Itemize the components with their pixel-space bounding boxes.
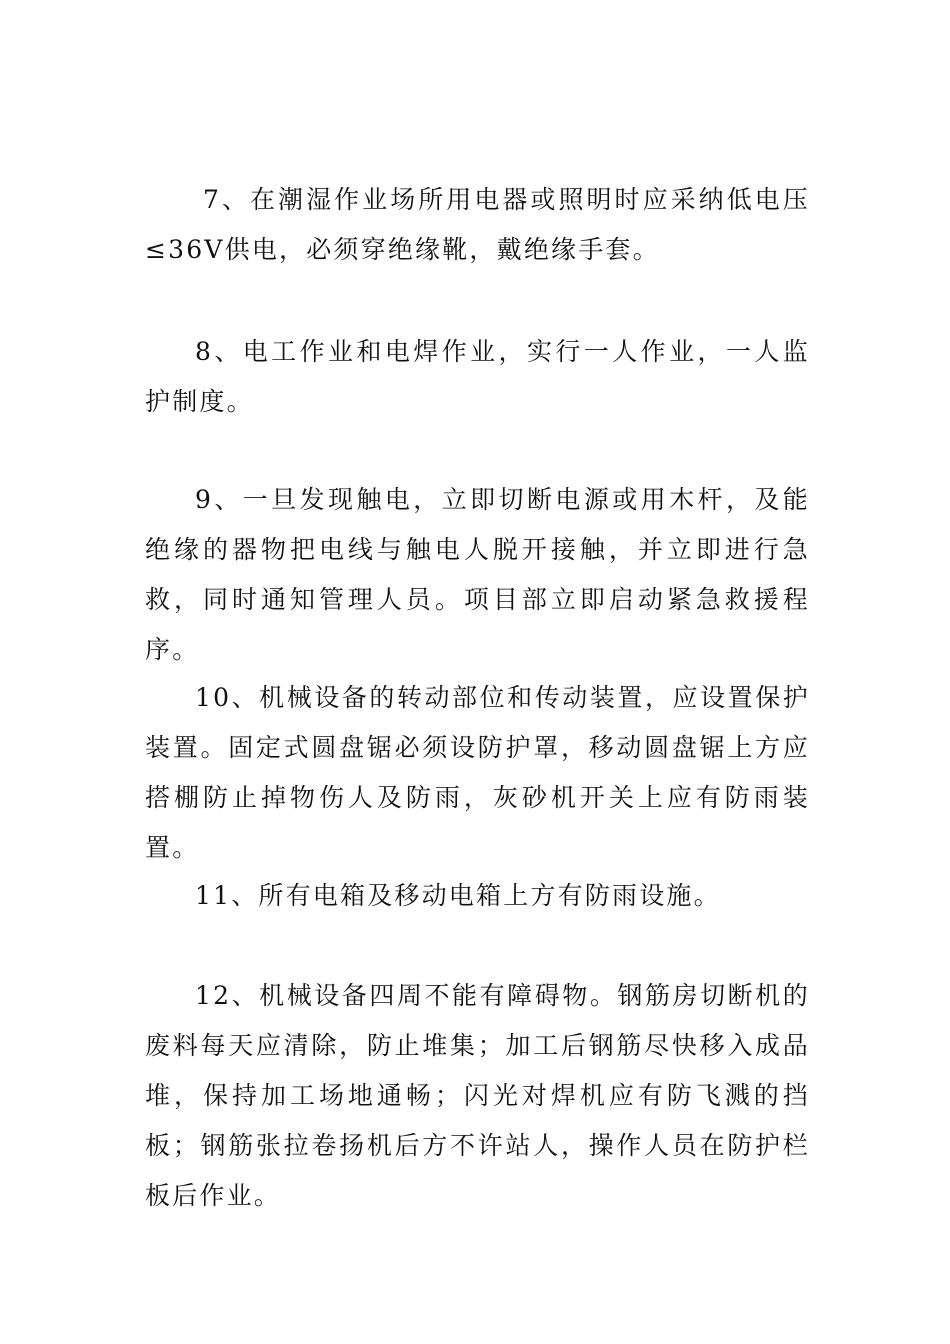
paragraph-item-8: 8、电工作业和电焊作业，实行一人作业，一人监护制度。 (145, 337, 810, 416)
paragraph-item-12: 12、机械设备四周不能有障碍物。钢筋房切断机的废料每天应清除，防止堆集；加工后钢筋尽快移入成品堆，保持加工场地通畅；闪光对焊机应有防飞溅的挡板；钢筋张拉卷扬机后方不许站人，操作人员在防护栏板后作业。 (145, 981, 810, 1210)
paragraph-item-11: 11、所有电箱及移动电箱上方有防雨设施。 (195, 881, 721, 910)
paragraph-item-10: 10、机械设备的转动部位和传动装置，应设置保护装置。固定式圆盘锯必须设防护罩，移动圆盘锯上方应搭棚防止掉物伤人及防雨，灰砂机开关上应有防雨装置。 (145, 683, 810, 862)
paragraph-item-7: 7、在潮湿作业场所用电器或照明时应采纳低电压≤36V供电，必须穿绝缘靴，戴绝缘手套。 (145, 185, 810, 264)
paragraph-item-9: 9、一旦发现触电，立即切断电源或用木杆，及能绝缘的器物把电线与触电人脱开接触，并立即进行急救，同时通知管理人员。项目部立即启动紧急救援程序。 (145, 485, 810, 664)
